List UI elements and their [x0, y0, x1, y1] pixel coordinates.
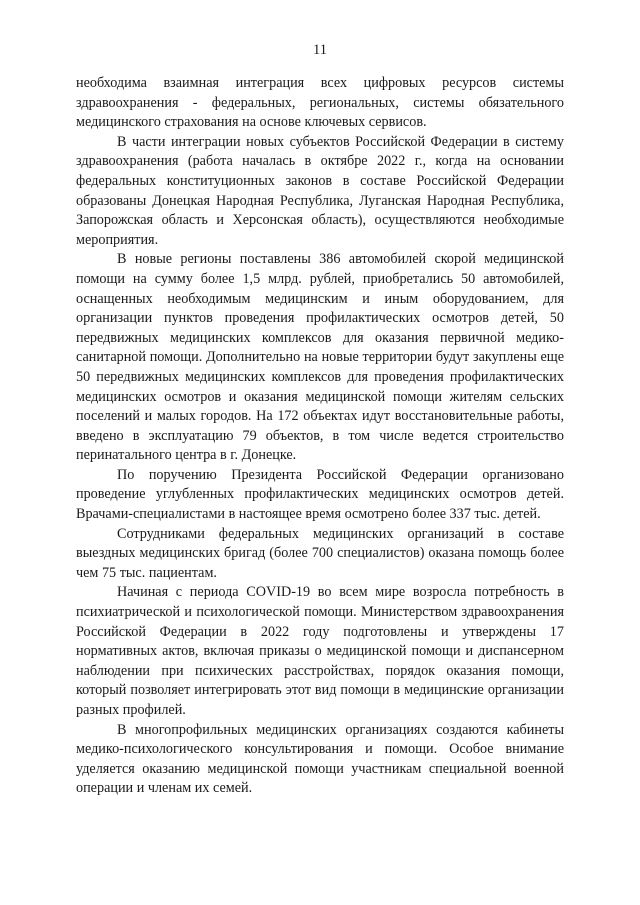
page-number: 11: [313, 42, 327, 58]
paragraph-counseling-offices: В многопрофильных медицинских организациях создаются кабинеты медико-психологического консультирования и помощи. Особое внимание уделяется оказанию медицинской помощи участникам специальной военной операции и членам их семей.: [76, 721, 564, 797]
paragraph-mental-health: Начиная с периода COVID-19 во всем мире возросла потребность в психиатрической и психологической помощи. Министерством здравоохранения Российской Федерации в 2022 году подготовлены и утверждены 17 нормативных актов, включая приказы о медицинской помощи и диспансерном наблюдении при психических расстройствах, порядок оказания помощи, который позволяет интегрировать этот вид помощи в медицинские организации разных профилей.: [76, 584, 564, 718]
paragraph-mobile-teams: Сотрудниками федеральных медицинских организаций в составе выездных медицинских бригад (более 700 специалистов) оказана помощь более чем 75 тыс. пациентам.: [76, 525, 564, 581]
paragraph-continuation: необходима взаимная интеграция всех цифровых ресурсов системы здравоохранения - федеральных, региональных, системы обязательного медицинского страхования на основе ключевых сервисов.: [76, 75, 564, 131]
paragraph-new-regions-integration: В части интеграции новых субъектов Российской Федерации в систему здравоохранения (работа началась в октябре 2022 г., когда на основании федеральных конституционных законов в составе Российской Федерации образованы Донецкая Народная Республика, Луганская Народная Республика, Запорожская область и Херсонская область), осуществляются необходимые мероприятия.: [76, 133, 564, 248]
paragraph-children-checkups: По поручению Президента Российской Федерации организовано проведение углубленных профилактических медицинских осмотров детей. Врачами-специалистами в настоящее время осмотрено более 337 тыс. детей.: [76, 466, 564, 523]
document-body: [76, 74, 564, 799]
paragraph-vehicles-supply: В новые регионы поставлены 386 автомобилей скорой медицинской помощи на сумму более 1,5 млрд. рублей, приобретались 50 автомобилей, оснащенных необходимым медицинским и иным оборудованием, для организации пунктов проведения профилактических осмотров детей, 50 передвижных медицинских комплексов для оказания первичной медико-санитарной помощи. Дополнительно на новые территории будут закуплены еще 50 передвижных медицинских комплексов для проведения профилактических медицинских осмотров и оказания медицинской помощи жителям сельских поселений и малых городов. На 172 объектах идут восстановительные работы, введено в эксплуатацию 79 объектов, в том числе ведется строительство перинатального центра в г. Донецке.: [76, 251, 564, 464]
